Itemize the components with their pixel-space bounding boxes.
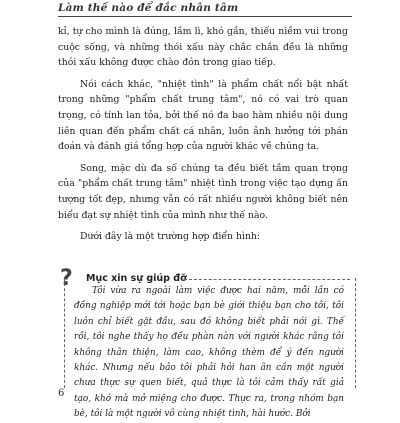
paragraph-4: Dưới đây là một trường hợp điển hình:	[80, 231, 261, 243]
help-box-title: Mục xin sự giúp đỡ	[86, 273, 187, 284]
page-number: 6	[58, 388, 65, 399]
running-header: Làm thế nào để đắc nhân tâm	[58, 2, 239, 14]
main-body-text	[58, 24, 348, 251]
question-mark-icon: ?	[60, 266, 73, 291]
paragraph-1: kỉ, tự cho mình là đúng, lầm lì, khó gần, thiếu niềm vui trong cuộc sống, và những thói xấu này chắc chắn đều là những thói xấu không được chào đón trong giao tiếp.	[58, 26, 348, 69]
paragraph-3: Song, mặc dù đa số chúng ta đều biết tầm quan trọng của "phẩm chất trung tâm" nhiệt tình trong việc tạo dựng ấn tượng tốt đẹp, nhưng vẫn có rất nhiều người không biết nên biểu đạt sự nhiệt tình của mình như thế nào.	[58, 162, 348, 221]
header-divider	[58, 16, 352, 17]
help-box-text: Tôi vừa ra ngoài làm việc được hai năm, mỗi lần có đồng nghiệp mới tới hoặc bạn bè giới thiệu bạn cho tôi, tôi luôn chỉ biết gật đầu, sau đó không biết phải nói gì. Thế rồi, tôi nghe thấy họ đều phàn nàn với người khác rằng tôi không thân thiện, làm cao, không thèm để ý đến người khác. Nhưng nếu bảo tôi phải hỏi han ân cần một người chưa thực sự quen biết, quả thực là tôi cảm thấy rất giả tạo, khó mà mở miệng cho được. Thực ra, trong nhóm bạn bè, tôi là một người vô cùng nhiệt tình, hài hước. Bởi	[74, 286, 344, 420]
paragraph-2: Nói cách khác, "nhiệt tình" là phẩm chất nổi bật nhất trong những "phẩm chất trung tâm", nó có vai trò quan trọng, có tính lan tỏa, bởi thế nó đa bao hàm nhiều nội dung liên quan đến phẩm chất cá nhân, luôn ảnh hưởng tới phán đoán và đánh giá tổng hợp của người khác về chúng ta.	[58, 78, 348, 153]
